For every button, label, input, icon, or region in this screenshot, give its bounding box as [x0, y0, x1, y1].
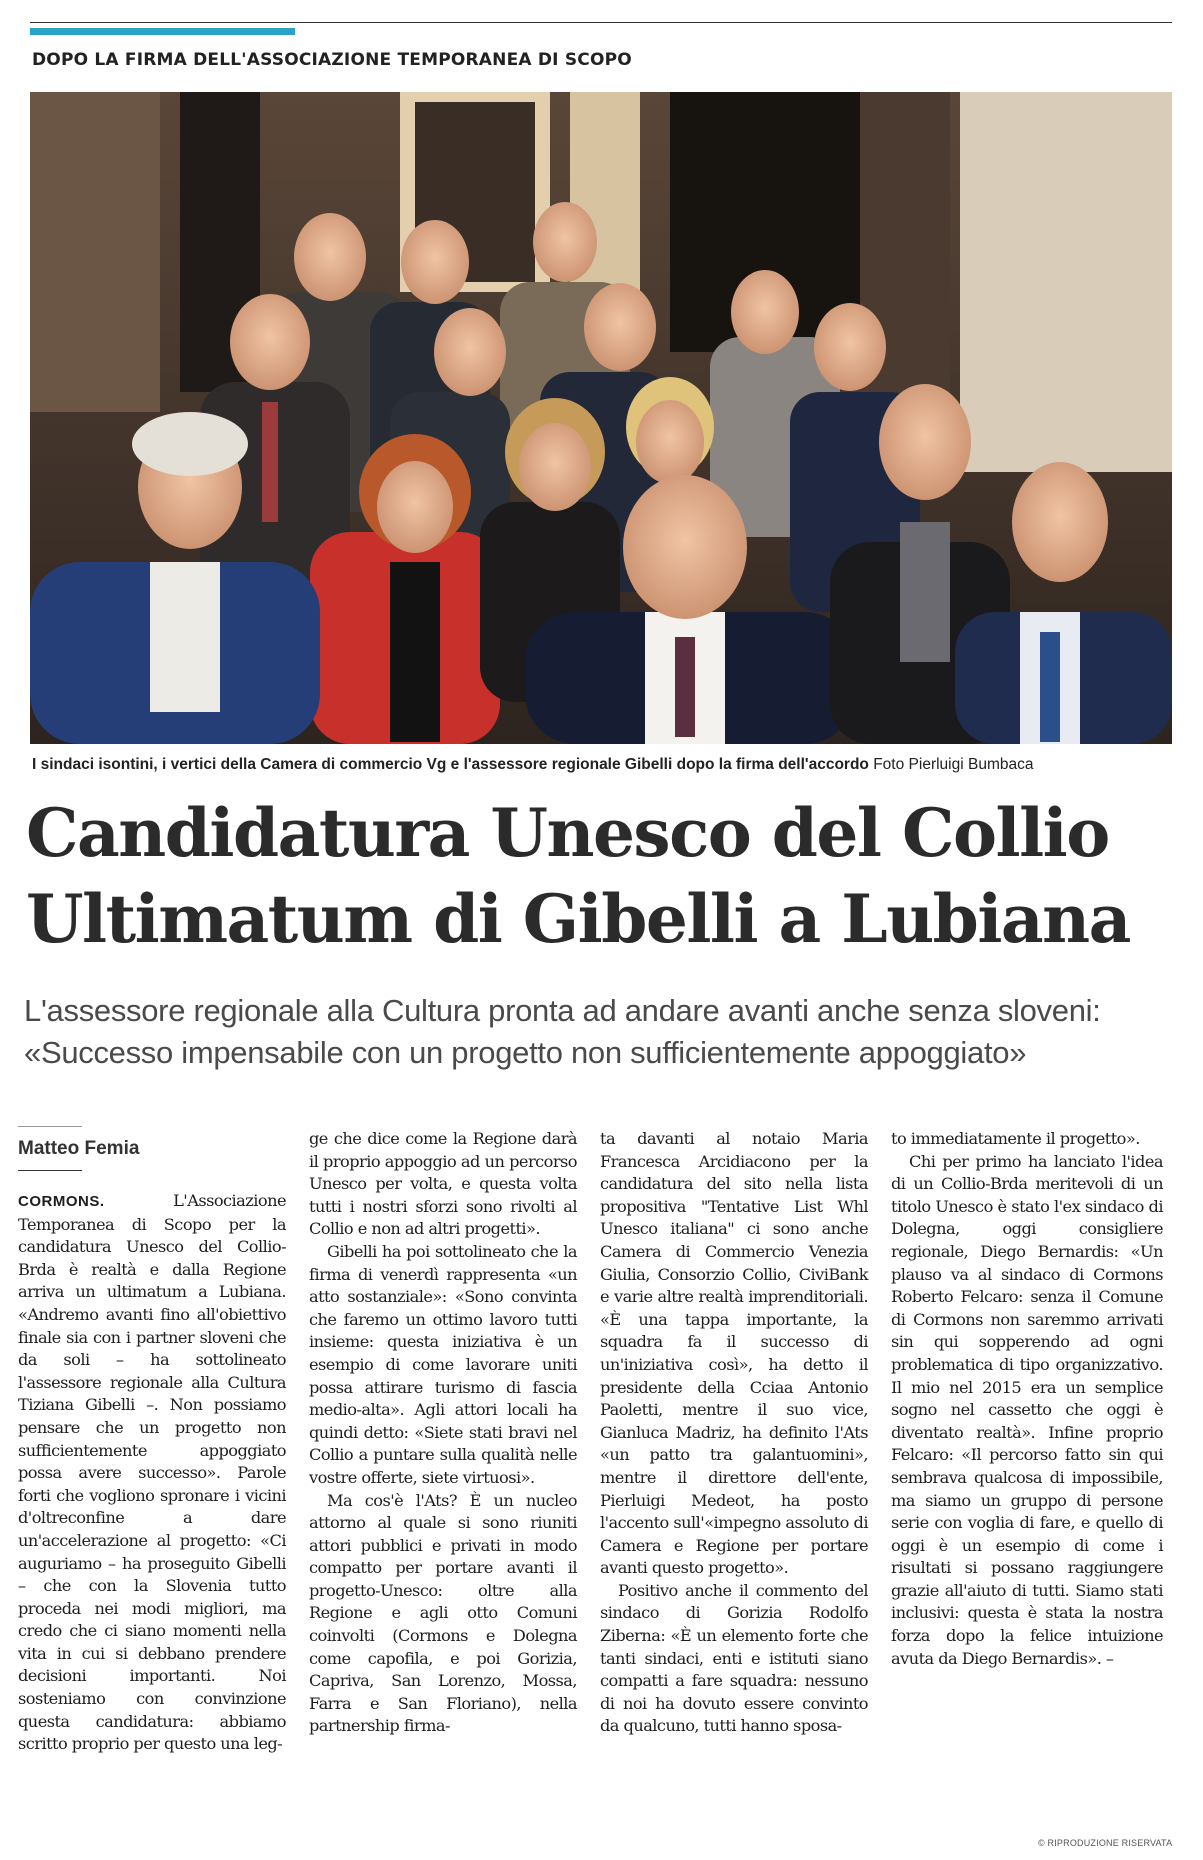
article-paragraph: Gibelli ha poi sottolineato che la firma di venerdì rappresenta «un atto sostanziale»: «Sono convinta che faremo un ottimo lavoro tutti insieme: questa iniziativa è un esempio di come lavorare uniti possa attirare turismo di fascia medio-alta». Agli attori locali ha quindi detto: «Siete stati bravi nel Collio a puntare sulla qualità nelle vostre offerte, siete virtuosi».: [309, 1241, 577, 1487]
byline-rule: [18, 1170, 82, 1171]
photo-caption: [32, 756, 1172, 774]
byline-top-rule: [18, 1126, 82, 1127]
headline-line-1: Candidatura Unesco del Collio: [26, 794, 1109, 872]
article-paragraph: to immediatamente il progetto».: [891, 1129, 1140, 1148]
photo-credit: Foto Pierluigi Bumbaca: [873, 756, 1034, 773]
headline-line-2: Ultimatum di Gibelli a Lubiana: [26, 880, 1130, 958]
article-column-4: [891, 1128, 1163, 1670]
article-column-3: [600, 1128, 868, 1738]
group-photo: [30, 92, 1172, 744]
group-photo-illustration: [30, 92, 1172, 744]
article-paragraph: Positivo anche il commento del sindaco di Gorizia Rodolfo Ziberna: «È un elemento forte che tanti sindaci, enti e istituti siano compatti a fare squadra: nessuno di noi ha dovuto essere convinto da qualcuno, tutti hanno sposa-: [600, 1580, 868, 1736]
article-paragraph: Chi per primo ha lanciato l'idea di un Collio-Brda meritevoli di un titolo Unesco è stato l'ex sindaco di Dolegna, oggi consigliere regionale, Diego Bernardis: «Un plauso va al sindaco di Cormons Roberto Felcaro: senza il Comune di Cormons non saremmo arrivati sin qui sopperendo ad ogni problematica di tipo organizzativo. Il mio nel 2015 era un semplice sogno nel cassetto che oggi è diventato realtà». Infine proprio Felcaro: «Il percorso fatto sin qui sembrava qualcosa di impossibile, ma siamo un gruppo di persone serie con voglia di fare, e quello di oggi è un esempio di come i risultati si possano raggiungere grazie all'aiuto di tutti. Siamo stati inclusivi: questa è stata la nostra forza dopo la felice intuizione avuta da Diego Bernardis». –: [891, 1151, 1163, 1668]
byline: Matteo Femia: [18, 1138, 140, 1159]
article-column-2: [309, 1128, 577, 1738]
subheadline-line-1: L'assessore regionale alla Cultura pronta ad andare avanti anche senza sloveni:: [24, 993, 1101, 1028]
dateline: CORMONS.: [18, 1193, 105, 1210]
caption-text: I sindaci isontini, i vertici della Camera di commercio Vg e l'assessore regionale Gibelli dopo la firma dell'accordo: [32, 756, 869, 773]
copyright-notice: © RIPRODUZIONE RISERVATA: [1038, 1838, 1173, 1848]
article-paragraph: ge che dice come la Regione darà il proprio appoggio ad un percorso Unesco per volta, e questa volta tutti i nostri sforzi sono rivolti al Collio e non ad altri progetti».: [309, 1129, 577, 1239]
article-paragraph: [18, 1190, 286, 1756]
paragraph-text: L'Associazione Temporanea di Scopo per la candidatura Unesco del Collio-Brda è realtà e dalla Regione arriva un ultimatum a Lubiana. «Andremo avanti fino all'obiettivo finale sia con i partner sloveni che da soli – ha sottolineato l'assessore regionale alla Cultura Tiziana Gibelli –. Non possiamo pensare che un progetto non sufficientemente appoggiato possa avere successo». Parole forti che vogliono spronare i vicini d'oltreconfine a dare un'accelerazione al progetto: «Ci auguriamo – ha proseguito Gibelli – che con la Slovenia tutto proceda nei modi migliori, ma credo che ci siano momenti nella vita in cui si debbano prendere decisioni importanti. Noi sosteniamo con convinzione questa candidatura: abbiamo scritto proprio per questo una leg-: [18, 1191, 286, 1754]
kicker: DOPO LA FIRMA DELL'ASSOCIAZIONE TEMPORANEA DI SCOPO: [32, 50, 632, 70]
section-accent-bar: [30, 28, 295, 35]
article-paragraph: Ma cos'è l'Ats? È un nucleo attorno al quale si sono riuniti attori pubblici e privati in modo compatto per portare avanti il progetto-Unesco: oltre alla Regione e agli otto Comuni coinvolti (Cormons e Dolegna come capofila, e poi Gorizia, Capriva, San Lorenzo, Mossa, Farra e San Floriano), nella partnership firma-: [309, 1490, 577, 1736]
subheadline-line-2: «Successo impensabile con un progetto non sufficientemente appoggiato»: [24, 1035, 1027, 1070]
subheadline: [24, 990, 1184, 1074]
article-paragraph: ta davanti al notaio Maria Francesca Arcidiacono per la candidatura del sito nella lista propositiva "Tentative List Whl Unesco italiana" ci sono anche Camera di Commercio Venezia Giulia, Consorzio Collio, CiviBank e varie altre realtà imprenditoriali. «È una tappa importante, la squadra fa il successo di un'iniziativa così», ha detto il presidente della Cciaa Antonio Paoletti, mentre il suo vice, Gianluca Madriz, ha definito l'Ats «un patto tra galantuomini», mentre il direttore dell'ente, Pierluigi Medeot, ha posto l'accento sull'«impegno assoluto di Camera e Regione per portare avanti questo progetto».: [600, 1129, 868, 1578]
article-column-1: [18, 1190, 286, 1756]
top-rule: [30, 22, 1172, 23]
headline: [26, 790, 1176, 962]
